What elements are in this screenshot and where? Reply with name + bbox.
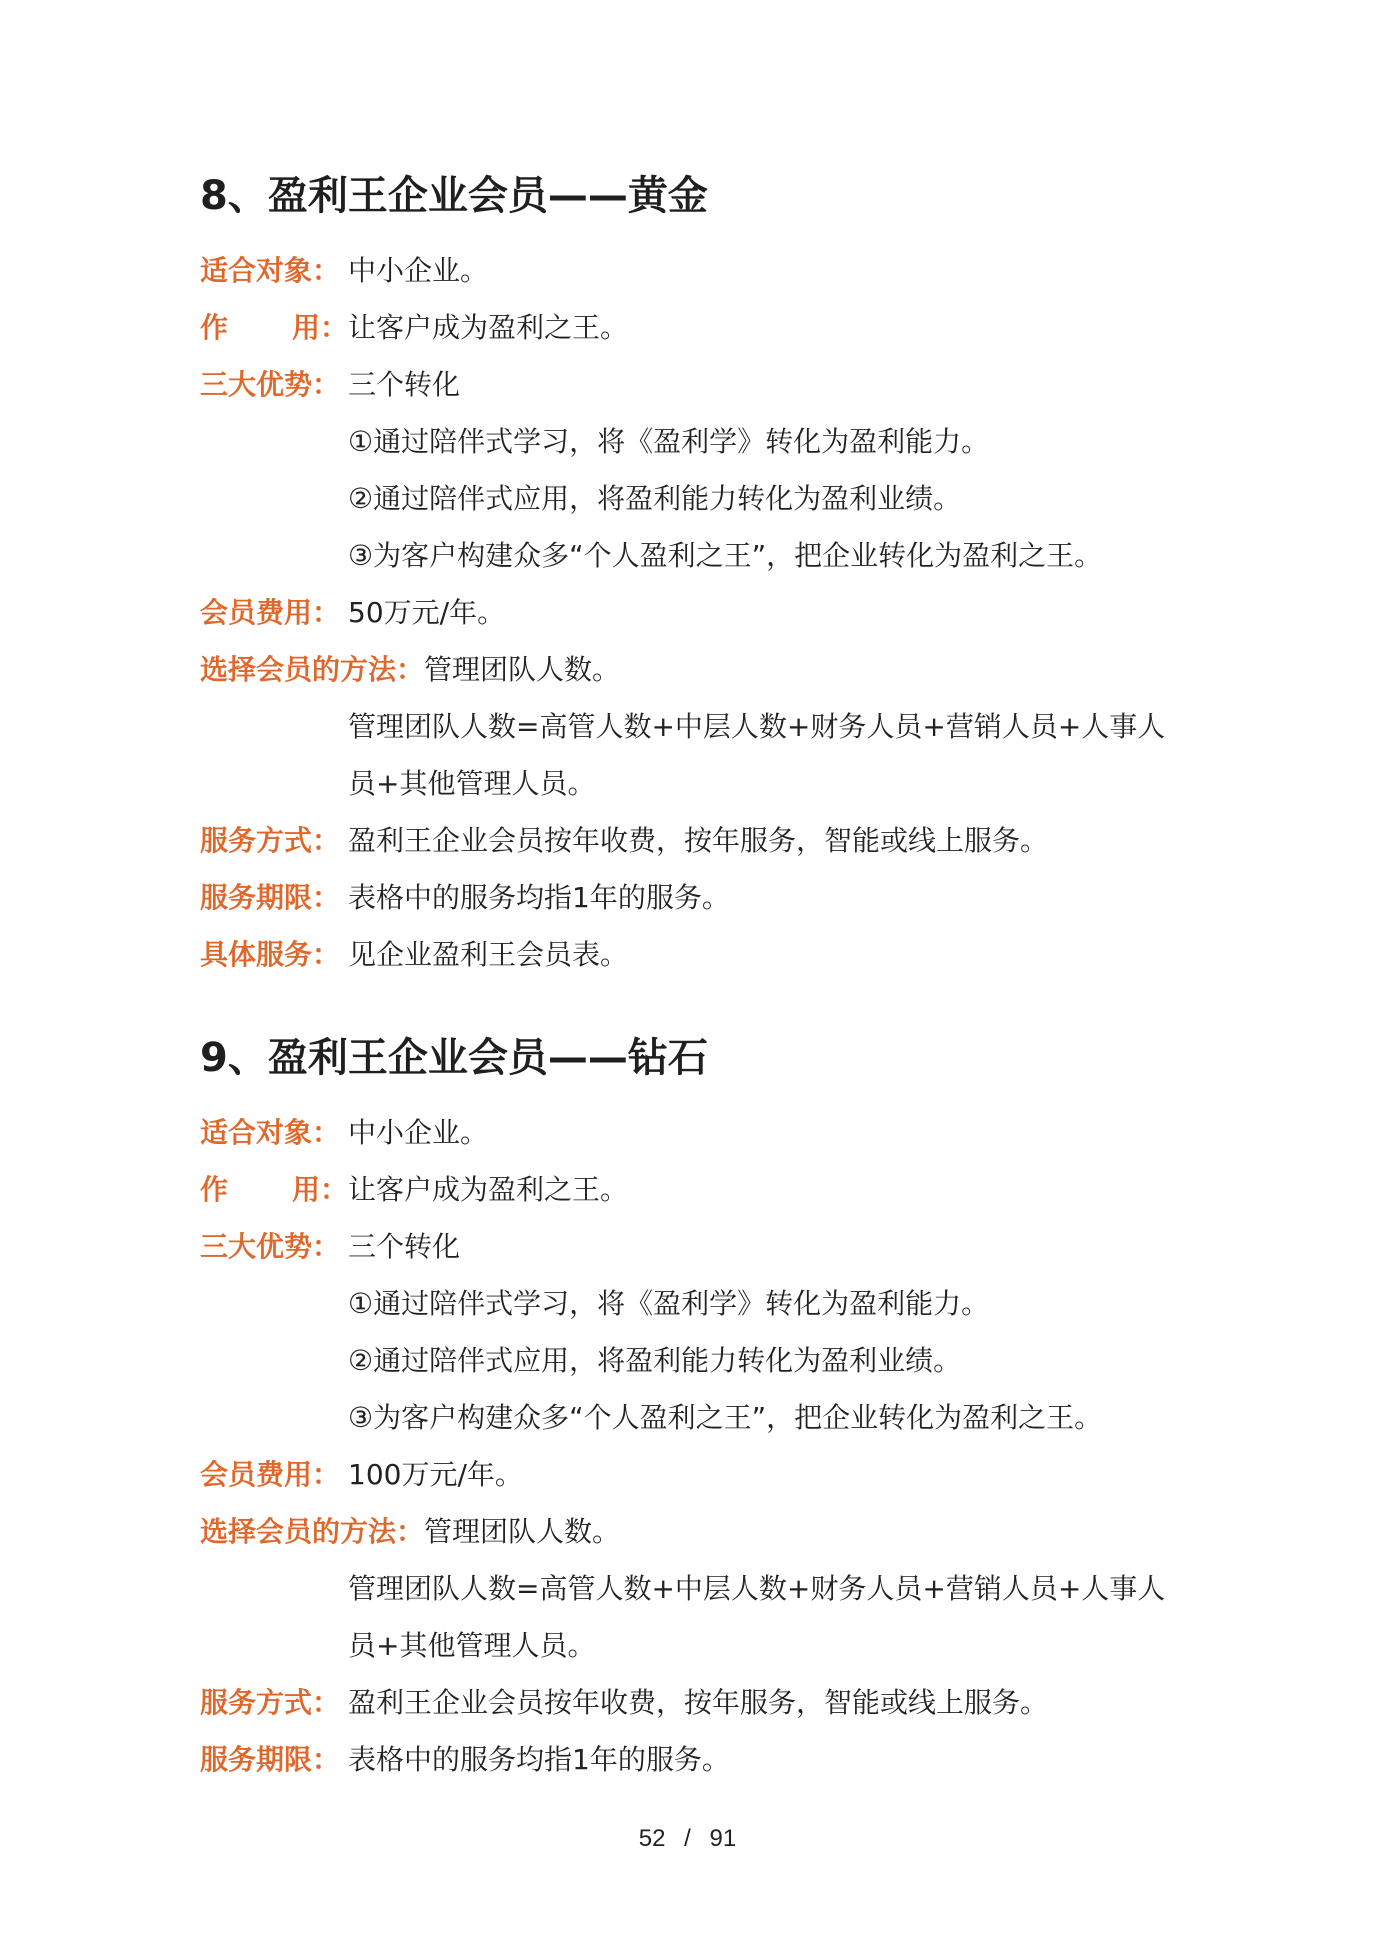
page-separator: / bbox=[684, 1825, 691, 1852]
advantage-value: 三个转化 bbox=[348, 1230, 461, 1263]
method-value: 管理团队人数。 bbox=[424, 1515, 621, 1548]
method-row bbox=[200, 641, 1200, 698]
fee-label: 会员费用： bbox=[200, 596, 341, 629]
advantage-row bbox=[200, 356, 1200, 413]
fee-row bbox=[200, 584, 1200, 641]
method-detail-line: 管理团队人数=高管人数+中层人数+财务人员+营销人员+人事人 bbox=[348, 710, 1166, 743]
fee-row bbox=[200, 1446, 1200, 1503]
method-detail-line: 管理团队人数=高管人数+中层人数+财务人员+营销人员+人事人 bbox=[348, 1572, 1166, 1605]
fee-label: 会员费用： bbox=[200, 1458, 341, 1491]
usage-label bbox=[200, 299, 348, 356]
service-period-value: 表格中的服务均指1年的服务。 bbox=[348, 881, 730, 914]
method-row bbox=[200, 1503, 1200, 1560]
section-gold bbox=[200, 168, 1200, 983]
service-detail-value: 见企业盈利王会员表。 bbox=[348, 938, 629, 971]
advantage-item: ①通过陪伴式学习，将《盈利学》转化为盈利能力。 bbox=[348, 425, 990, 458]
method-detail-line: 员+其他管理人员。 bbox=[348, 767, 596, 800]
advantage-row bbox=[200, 1218, 1200, 1275]
service-mode-label: 服务方式： bbox=[200, 824, 341, 857]
service-period-row bbox=[200, 869, 1200, 926]
usage-value: 让客户成为盈利之王。 bbox=[348, 311, 629, 344]
usage-row bbox=[200, 1161, 1200, 1218]
usage-value: 让客户成为盈利之王。 bbox=[348, 1173, 629, 1206]
usage-label-last-char: 用： bbox=[291, 1173, 348, 1206]
advantage-label: 三大优势： bbox=[200, 368, 341, 401]
advantage-item: ①通过陪伴式学习，将《盈利学》转化为盈利能力。 bbox=[348, 1287, 990, 1320]
advantage-value: 三个转化 bbox=[348, 368, 461, 401]
section-title: 8、盈利王企业会员——黄金 bbox=[200, 173, 708, 219]
fee-value: 100万元/年。 bbox=[348, 1458, 523, 1491]
usage-label-first-char: 作 bbox=[200, 311, 229, 344]
service-mode-label: 服务方式： bbox=[200, 1686, 341, 1719]
advantage-label: 三大优势： bbox=[200, 1230, 341, 1263]
method-value: 管理团队人数。 bbox=[424, 653, 621, 686]
service-mode-row bbox=[200, 812, 1200, 869]
service-detail-label: 具体服务： bbox=[200, 938, 341, 971]
target-value: 中小企业。 bbox=[348, 254, 489, 287]
target-row bbox=[200, 242, 1200, 299]
current-page: 52 bbox=[638, 1825, 666, 1852]
method-label: 选择会员的方法： bbox=[200, 653, 425, 686]
service-period-label: 服务期限： bbox=[200, 881, 341, 914]
service-detail-row bbox=[200, 926, 1200, 983]
advantage-item: ②通过陪伴式应用，将盈利能力转化为盈利业绩。 bbox=[348, 482, 962, 515]
usage-row bbox=[200, 299, 1200, 356]
service-period-label: 服务期限： bbox=[200, 1743, 341, 1776]
advantage-item: ③为客户构建众多“个人盈利之王”，把企业转化为盈利之王。 bbox=[348, 539, 1103, 572]
method-detail-line: 员+其他管理人员。 bbox=[348, 1629, 596, 1662]
page-number bbox=[0, 1825, 1375, 1853]
target-label: 适合对象： bbox=[200, 254, 341, 287]
service-mode-value: 盈利王企业会员按年收费，按年服务，智能或线上服务。 bbox=[348, 1686, 1049, 1719]
service-period-value: 表格中的服务均指1年的服务。 bbox=[348, 1743, 730, 1776]
usage-label-first-char: 作 bbox=[200, 1173, 229, 1206]
usage-label bbox=[200, 1161, 348, 1218]
section-title: 9、盈利王企业会员——钻石 bbox=[200, 1035, 708, 1081]
section-diamond bbox=[200, 1030, 1200, 1788]
usage-label-last-char: 用： bbox=[291, 311, 348, 344]
target-label: 适合对象： bbox=[200, 1116, 341, 1149]
fee-value: 50万元/年。 bbox=[348, 596, 506, 629]
target-value: 中小企业。 bbox=[348, 1116, 489, 1149]
method-label: 选择会员的方法： bbox=[200, 1515, 425, 1548]
target-row bbox=[200, 1104, 1200, 1161]
advantage-item: ②通过陪伴式应用，将盈利能力转化为盈利业绩。 bbox=[348, 1344, 962, 1377]
total-pages: 91 bbox=[709, 1825, 737, 1852]
advantage-item: ③为客户构建众多“个人盈利之王”，把企业转化为盈利之王。 bbox=[348, 1401, 1103, 1434]
service-period-row bbox=[200, 1731, 1200, 1788]
service-mode-value: 盈利王企业会员按年收费，按年服务，智能或线上服务。 bbox=[348, 824, 1049, 857]
service-mode-row bbox=[200, 1674, 1200, 1731]
